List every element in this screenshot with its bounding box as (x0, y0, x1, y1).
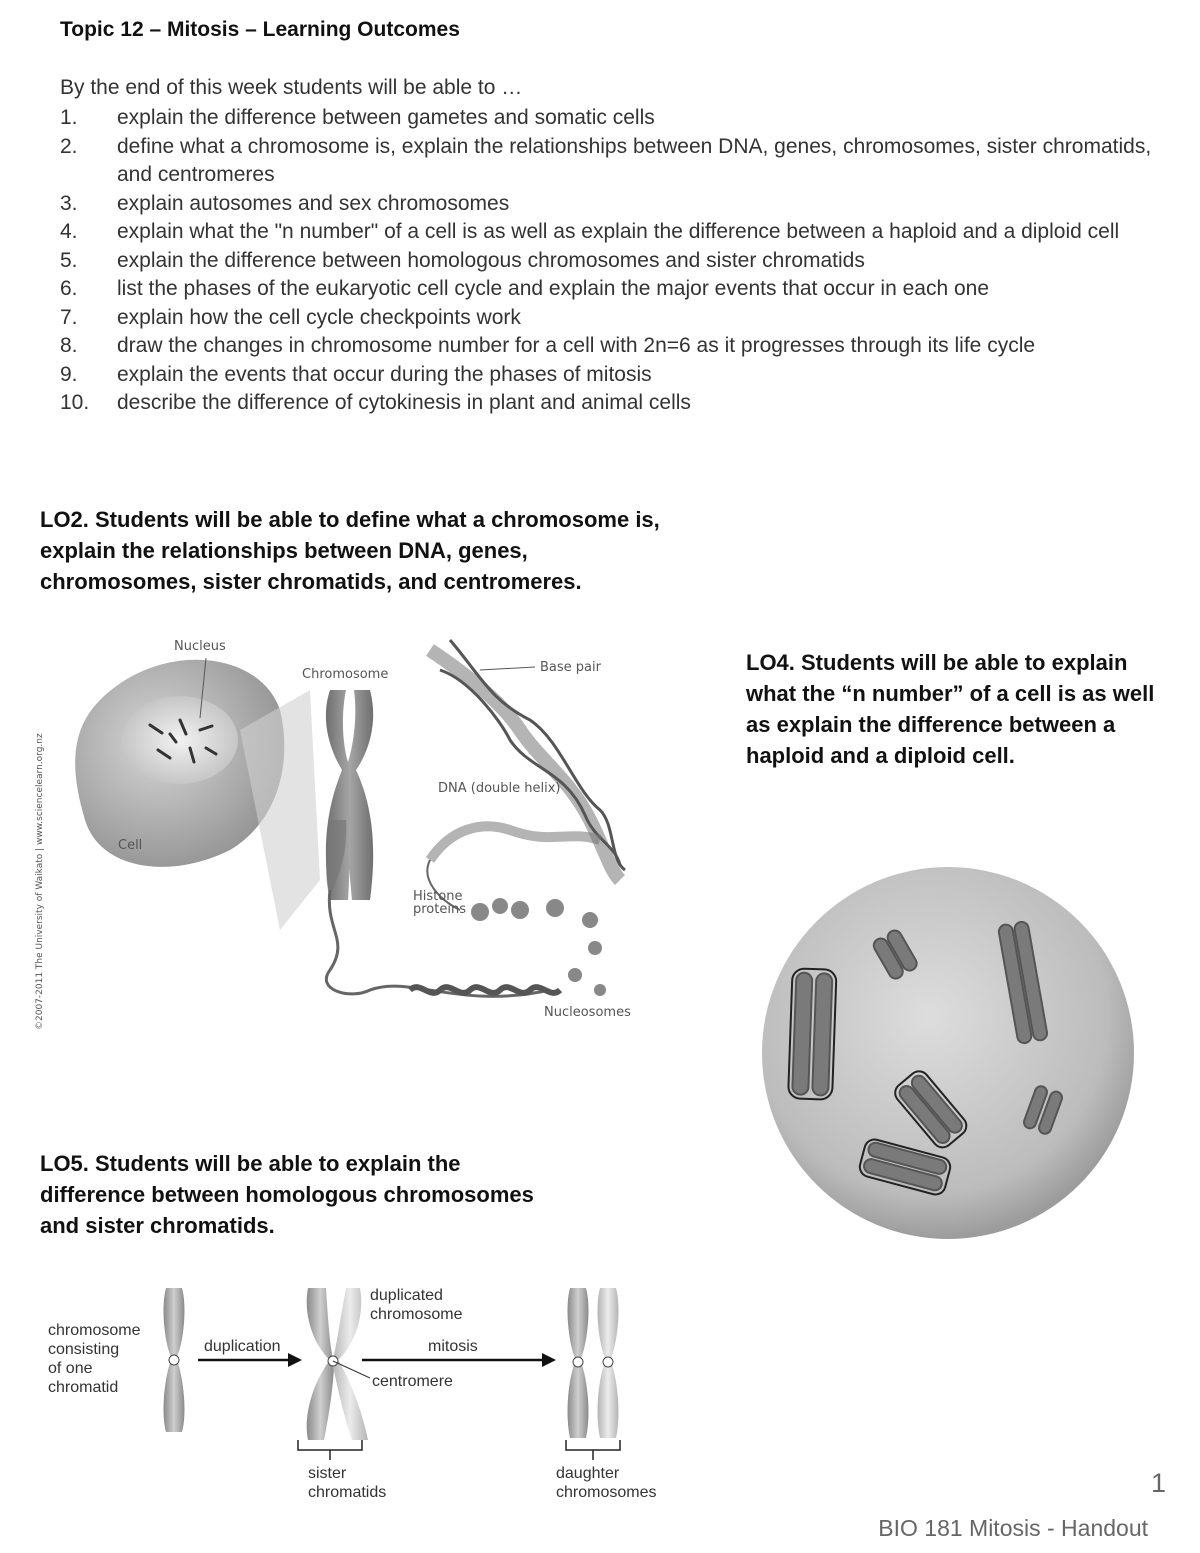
brackets (298, 1440, 620, 1460)
cell-label: Cell (118, 838, 143, 853)
histone-label-2: proteins (413, 902, 466, 917)
arrows (198, 1353, 556, 1367)
item-number: 5. (60, 248, 78, 272)
item-number: 8. (60, 334, 78, 357)
sister-label-2: chromatids (308, 1484, 387, 1501)
sister-label-1: sister (308, 1465, 347, 1482)
diploid-cell-figure (760, 865, 1140, 1245)
list-item (60, 133, 1170, 190)
item-number: 2. (60, 134, 78, 158)
item-number: 7. (60, 305, 78, 329)
duplicated-label-2: chromosome (370, 1306, 463, 1323)
dna-helix-illustration (427, 640, 625, 910)
chromosome-label: Chromosome (302, 667, 389, 682)
nucleus-label: Nucleus (174, 639, 226, 654)
duplication-label: duplication (204, 1338, 281, 1355)
item-number: 4. (60, 220, 78, 243)
single-label-1: chromosome (48, 1322, 141, 1339)
duplicated-chromosome (307, 1288, 370, 1440)
list-item (60, 332, 1170, 361)
nucleus-shape (122, 696, 238, 784)
item-text: explain the events that occur during the phases of mitosis (117, 362, 652, 386)
lo2-heading: LO2. Students will be able to define what a chromosome is, explain the relationships between DNA, genes, chromosomes, sister chromatids, and centromeres. (40, 507, 660, 594)
duplicated-label-1: duplicated (370, 1287, 443, 1304)
list-item (60, 389, 1170, 418)
lo5-heading: LO5. Students will be able to explain the difference between homologous chromosomes and sister chromatids. (40, 1151, 534, 1238)
list-item (60, 218, 1170, 247)
base-pair-label: Base pair (540, 660, 601, 675)
list-item (60, 304, 1170, 333)
item-number: 3. (60, 191, 78, 215)
dna-structure-figure (30, 630, 640, 1050)
item-number: 9. (60, 362, 78, 386)
list-item (60, 104, 1170, 133)
single-label-3: of one (48, 1360, 93, 1377)
list-item (60, 275, 1170, 304)
single-label-4: chromatid (48, 1379, 119, 1396)
list-item (60, 247, 1170, 276)
item-text: explain autosomes and sex chromosomes (117, 191, 510, 215)
daughter-label-2: chromosomes (556, 1484, 657, 1501)
single-label-2: consisting (48, 1341, 120, 1358)
item-text: explain the difference between homologous chromosomes and sister chromatids (117, 248, 865, 272)
outcomes-list (60, 104, 1170, 418)
single-chromatid (164, 1288, 185, 1432)
chromatid-figure (40, 1280, 680, 1510)
page-number: 1 (1150, 1468, 1166, 1498)
cell-illustration (75, 658, 320, 930)
nucleosomes-label: Nucleosomes (544, 1005, 631, 1020)
lo4-heading: LO4. Students will be able to explain what the “n number” of a cell is as well as explain the difference between a haploid and a diploid cell. (746, 650, 1155, 768)
item-number: 1. (60, 106, 78, 129)
footer-course: BIO 181 Mitosis - Handout (878, 1515, 1148, 1541)
page-title: Topic 12 – Mitosis – Learning Outcomes (60, 18, 460, 41)
item-text: list the phases of the eukaryotic cell cycle and explain the major events that occur in each one (117, 277, 989, 300)
item-text: explain how the cell cycle checkpoints work (117, 305, 521, 329)
item-text: draw the changes in chromosome number for a cell with 2n=6 as it progresses through its life cycle (117, 334, 1036, 357)
daughter-label-1: daughter (556, 1465, 620, 1482)
item-text: describe the difference of cytokinesis in plant and animal cells (117, 391, 691, 414)
copyright-text: ©2007-2011 The University of Waikato | www.sciencelearn.org.nz (35, 733, 45, 1030)
mitosis-label: mitosis (428, 1338, 478, 1355)
item-number: 10. (60, 391, 90, 414)
item-text: define what a chromosome is, explain the relationships between DNA, genes, chromosomes, sister chromatids, and centromeres (117, 134, 1152, 186)
intro-text: By the end of this week students will be able to … (60, 76, 523, 99)
daughter-chromosomes (568, 1288, 619, 1438)
list-item (60, 190, 1170, 219)
nucleosome-beads (471, 898, 606, 996)
dna-label: DNA (double helix) (438, 781, 561, 796)
item-number: 6. (60, 277, 78, 300)
list-item (60, 361, 1170, 390)
histone-label-1: Histone (413, 889, 463, 904)
item-text: explain what the "n number" of a cell is as well as explain the difference between a haploid and a diploid cell (117, 220, 1120, 243)
item-text: explain the difference between gametes and somatic cells (117, 106, 655, 129)
centromere-label: centromere (372, 1373, 453, 1390)
